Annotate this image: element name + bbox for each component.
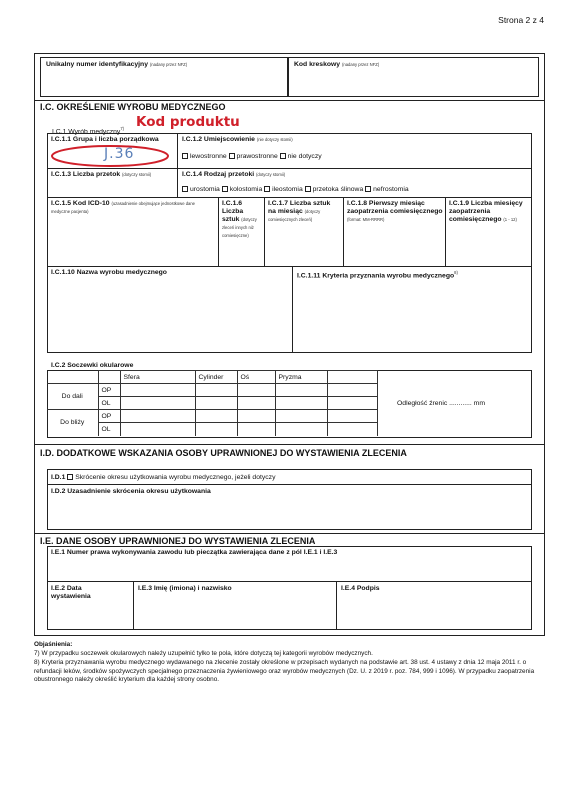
ic11-value: J.36: [104, 146, 135, 162]
barcode-label: Kod kreskowy (nadany przez NFZ): [294, 61, 380, 68]
lens-cell[interactable]: [327, 410, 377, 423]
note-8: 8) Kryteria przyznawania wyrobu medycznego wydawanego na zlecenie zostały określone w przepisach wydanych na podstawie art. 38 ust. 4 ustawy z dnia 12 maja 2011 r. o refundacji leków, środków spożywczych specjalnego przeznaczenia żywieniowego oraz wyrobów medycznych (Dz. U. z 2019 r. poz. 784, 999 i 1096). W przypadku zaopatrzenia obustronnego należy określić kryterium dla każdej strony osobno.: [34, 659, 535, 684]
ic14-options: [182, 186, 409, 194]
ic110-label: I.C.1.10 Nazwa wyrobu medycznego: [51, 269, 167, 276]
lens-group-dali: Do dali: [47, 384, 98, 410]
lens-h-os: Oś: [237, 371, 275, 384]
lens-h-extra: [327, 371, 377, 384]
id-row-rule: [47, 484, 532, 485]
ic13-label: I.C.1.3 Liczba przetok (dotyczy stomii): [51, 171, 152, 178]
checkbox-icon[interactable]: [229, 153, 235, 159]
lens-eye-ol: OL: [98, 423, 120, 436]
kod-produktu-annotation: Kod produktu: [136, 114, 240, 130]
lens-cell[interactable]: [327, 397, 377, 410]
ie-row-rule: [47, 581, 532, 582]
checkbox-icon[interactable]: [222, 186, 228, 192]
lens-cell[interactable]: [327, 423, 377, 436]
ie1-label: I.E.1 Numer prawa wykonywania zawodu lub pieczątka zawierająca dane z pól I.E.1 i I.E.3: [51, 549, 338, 556]
lens-cell[interactable]: [237, 410, 275, 423]
lens-cell[interactable]: [275, 423, 327, 436]
unique-id-label: Unikalny numer identyfikacyjny (nadany przez NFZ): [46, 61, 188, 68]
lens-cell[interactable]: [195, 410, 237, 423]
ic11-label: I.C.1.1 Grupa i liczba porządkowa: [51, 136, 159, 143]
ic1-col-rule-b: [218, 197, 219, 266]
ie-section-title: I.E. DANE OSOBY UPRAWNIONEJ DO WYSTAWIENIA ZLECENIA: [40, 536, 316, 546]
lens-table: [47, 370, 378, 436]
lens-corner: [47, 371, 98, 384]
lens-eye-ol: OL: [98, 397, 120, 410]
opt-urostomia[interactable]: urostomia: [182, 186, 220, 193]
checkbox-icon[interactable]: [67, 474, 73, 480]
lens-corner-eye: [98, 371, 120, 384]
ie-col-rule-a: [133, 581, 134, 630]
ic1-row-rule-3: [47, 266, 532, 267]
checkbox-icon[interactable]: [305, 186, 311, 192]
id1-row: I.D.1 Skrócenie okresu użytkowania wyrobu medycznego, jeżeli dotyczy: [51, 474, 276, 481]
lens-cell[interactable]: [237, 423, 275, 436]
ic17-label: I.C.1.7 Liczba sztuk na miesiąc (dotyczy comiesięcznych zleceń): [268, 200, 331, 222]
checkbox-icon[interactable]: [264, 186, 270, 192]
lens-cell[interactable]: [237, 397, 275, 410]
ic-top-rule: [34, 100, 545, 101]
opt-lewostronne[interactable]: lewostronne: [182, 153, 227, 160]
ic111-label: I.C.1.11 Kryteria przyznania wyrobu medycznego$^{8)}$: [297, 270, 458, 280]
lens-cell[interactable]: [195, 423, 237, 436]
opt-prawostronne[interactable]: prawostronne: [229, 153, 278, 160]
lens-cell[interactable]: [275, 410, 327, 423]
lens-h-sfera: Sfera: [120, 371, 195, 384]
id-section-title: I.D. DODATKOWE WSKAZANIA OSOBY UPRAWNIONEJ DO WYSTAWIENIA ZLECENIA: [40, 448, 407, 458]
ic16-label: I.C.1.6 Liczba sztuk (dotyczy zleceń innych niż comiesięczne): [222, 200, 257, 238]
ic12-label: I.C.1.2 Umiejscowienie (nie dotyczy stomii): [182, 136, 293, 143]
lens-cell[interactable]: [120, 410, 195, 423]
opt-nefrostomia[interactable]: nefrostomia: [365, 186, 409, 193]
ie-top-rule: [34, 533, 545, 534]
checkbox-icon[interactable]: [365, 186, 371, 192]
opt-przetoka-slinowa[interactable]: przetoka ślinowa: [305, 186, 364, 193]
ie4-label: I.E.4 Podpis: [341, 585, 380, 592]
checkbox-icon[interactable]: [182, 186, 188, 192]
lens-h-cylinder: Cylinder: [195, 371, 237, 384]
lens-eye-op: OP: [98, 410, 120, 423]
ic14-label: I.C.1.4 Rodzaj przetoki (dotyczy stomii): [182, 171, 286, 178]
ic19-label: I.C.1.9 Liczba miesięcy zaopatrzenia comiesięcznego (1 - 12): [449, 200, 523, 223]
ic1-label: I.C.1 Wyrób medyczny$^{7)}$: [52, 126, 125, 136]
opt-nie-dotyczy[interactable]: nie dotyczy: [280, 153, 322, 160]
lens-cell[interactable]: [237, 384, 275, 397]
ie-grid: [47, 546, 532, 630]
lens-cell[interactable]: [195, 384, 237, 397]
lens-cell[interactable]: [275, 397, 327, 410]
lens-cell[interactable]: [275, 384, 327, 397]
ic2-label: I.C.2 Soczewki okularowe: [51, 362, 134, 369]
notes-title: Objaśnienia:: [34, 641, 73, 648]
ie2-label: I.E.2 Data wystawienia: [51, 585, 91, 600]
ic1-col-rule-c: [264, 197, 265, 266]
ie3-label: I.E.3 Imię (imiona) i nazwisko: [138, 585, 232, 592]
ic1-col-rule-e: [445, 197, 446, 266]
lens-cell[interactable]: [195, 397, 237, 410]
opt-kolostomia[interactable]: kolostomia: [222, 186, 263, 193]
pupil-distance-field[interactable]: Odległość źrenic ............ mm: [397, 400, 486, 407]
ie-col-rule-b: [336, 581, 337, 630]
opt-ileostomia[interactable]: ileostomia: [264, 186, 303, 193]
ic15-label: I.C.1.5 Kod ICD-10 (uzasadnienie obejmujące jednostkowe dane medyczne pacjenta): [51, 200, 196, 214]
id2-label: I.D.2 Uzasadnienie skrócenia okresu użytkowania: [51, 488, 211, 495]
ic1-col-rule-f: [292, 266, 293, 353]
lens-h-pryzma: Pryzma: [275, 371, 327, 384]
lens-cell[interactable]: [120, 384, 195, 397]
ic1-row-rule-2: [47, 197, 532, 198]
lens-cell[interactable]: [120, 397, 195, 410]
ic12-options: [182, 153, 322, 161]
checkbox-icon[interactable]: [280, 153, 286, 159]
lens-group-blizy: Do bliży: [47, 410, 98, 436]
ic1-col-rule-d: [343, 197, 344, 266]
ic-section-title: I.C. OKREŚLENIE WYROBU MEDYCZNEGO: [40, 102, 226, 112]
note-7: 7) W przypadku soczewek okularowych należy uzupełnić tylko te pola, które dotyczą tej kategorii wyrobów medycznych.: [34, 650, 373, 657]
lens-cell[interactable]: [327, 384, 377, 397]
id-top-rule: [34, 444, 545, 445]
checkbox-icon[interactable]: [182, 153, 188, 159]
ic11-value-field[interactable]: [52, 146, 174, 166]
ic18-label: I.C.1.8 Pierwszy miesiąc zaopatrzenia comiesięcznego (format: MM-RRRR): [347, 200, 443, 222]
page-number: Strona 2 z 4: [498, 15, 544, 25]
lens-eye-op: OP: [98, 384, 120, 397]
lens-cell[interactable]: [120, 423, 195, 436]
